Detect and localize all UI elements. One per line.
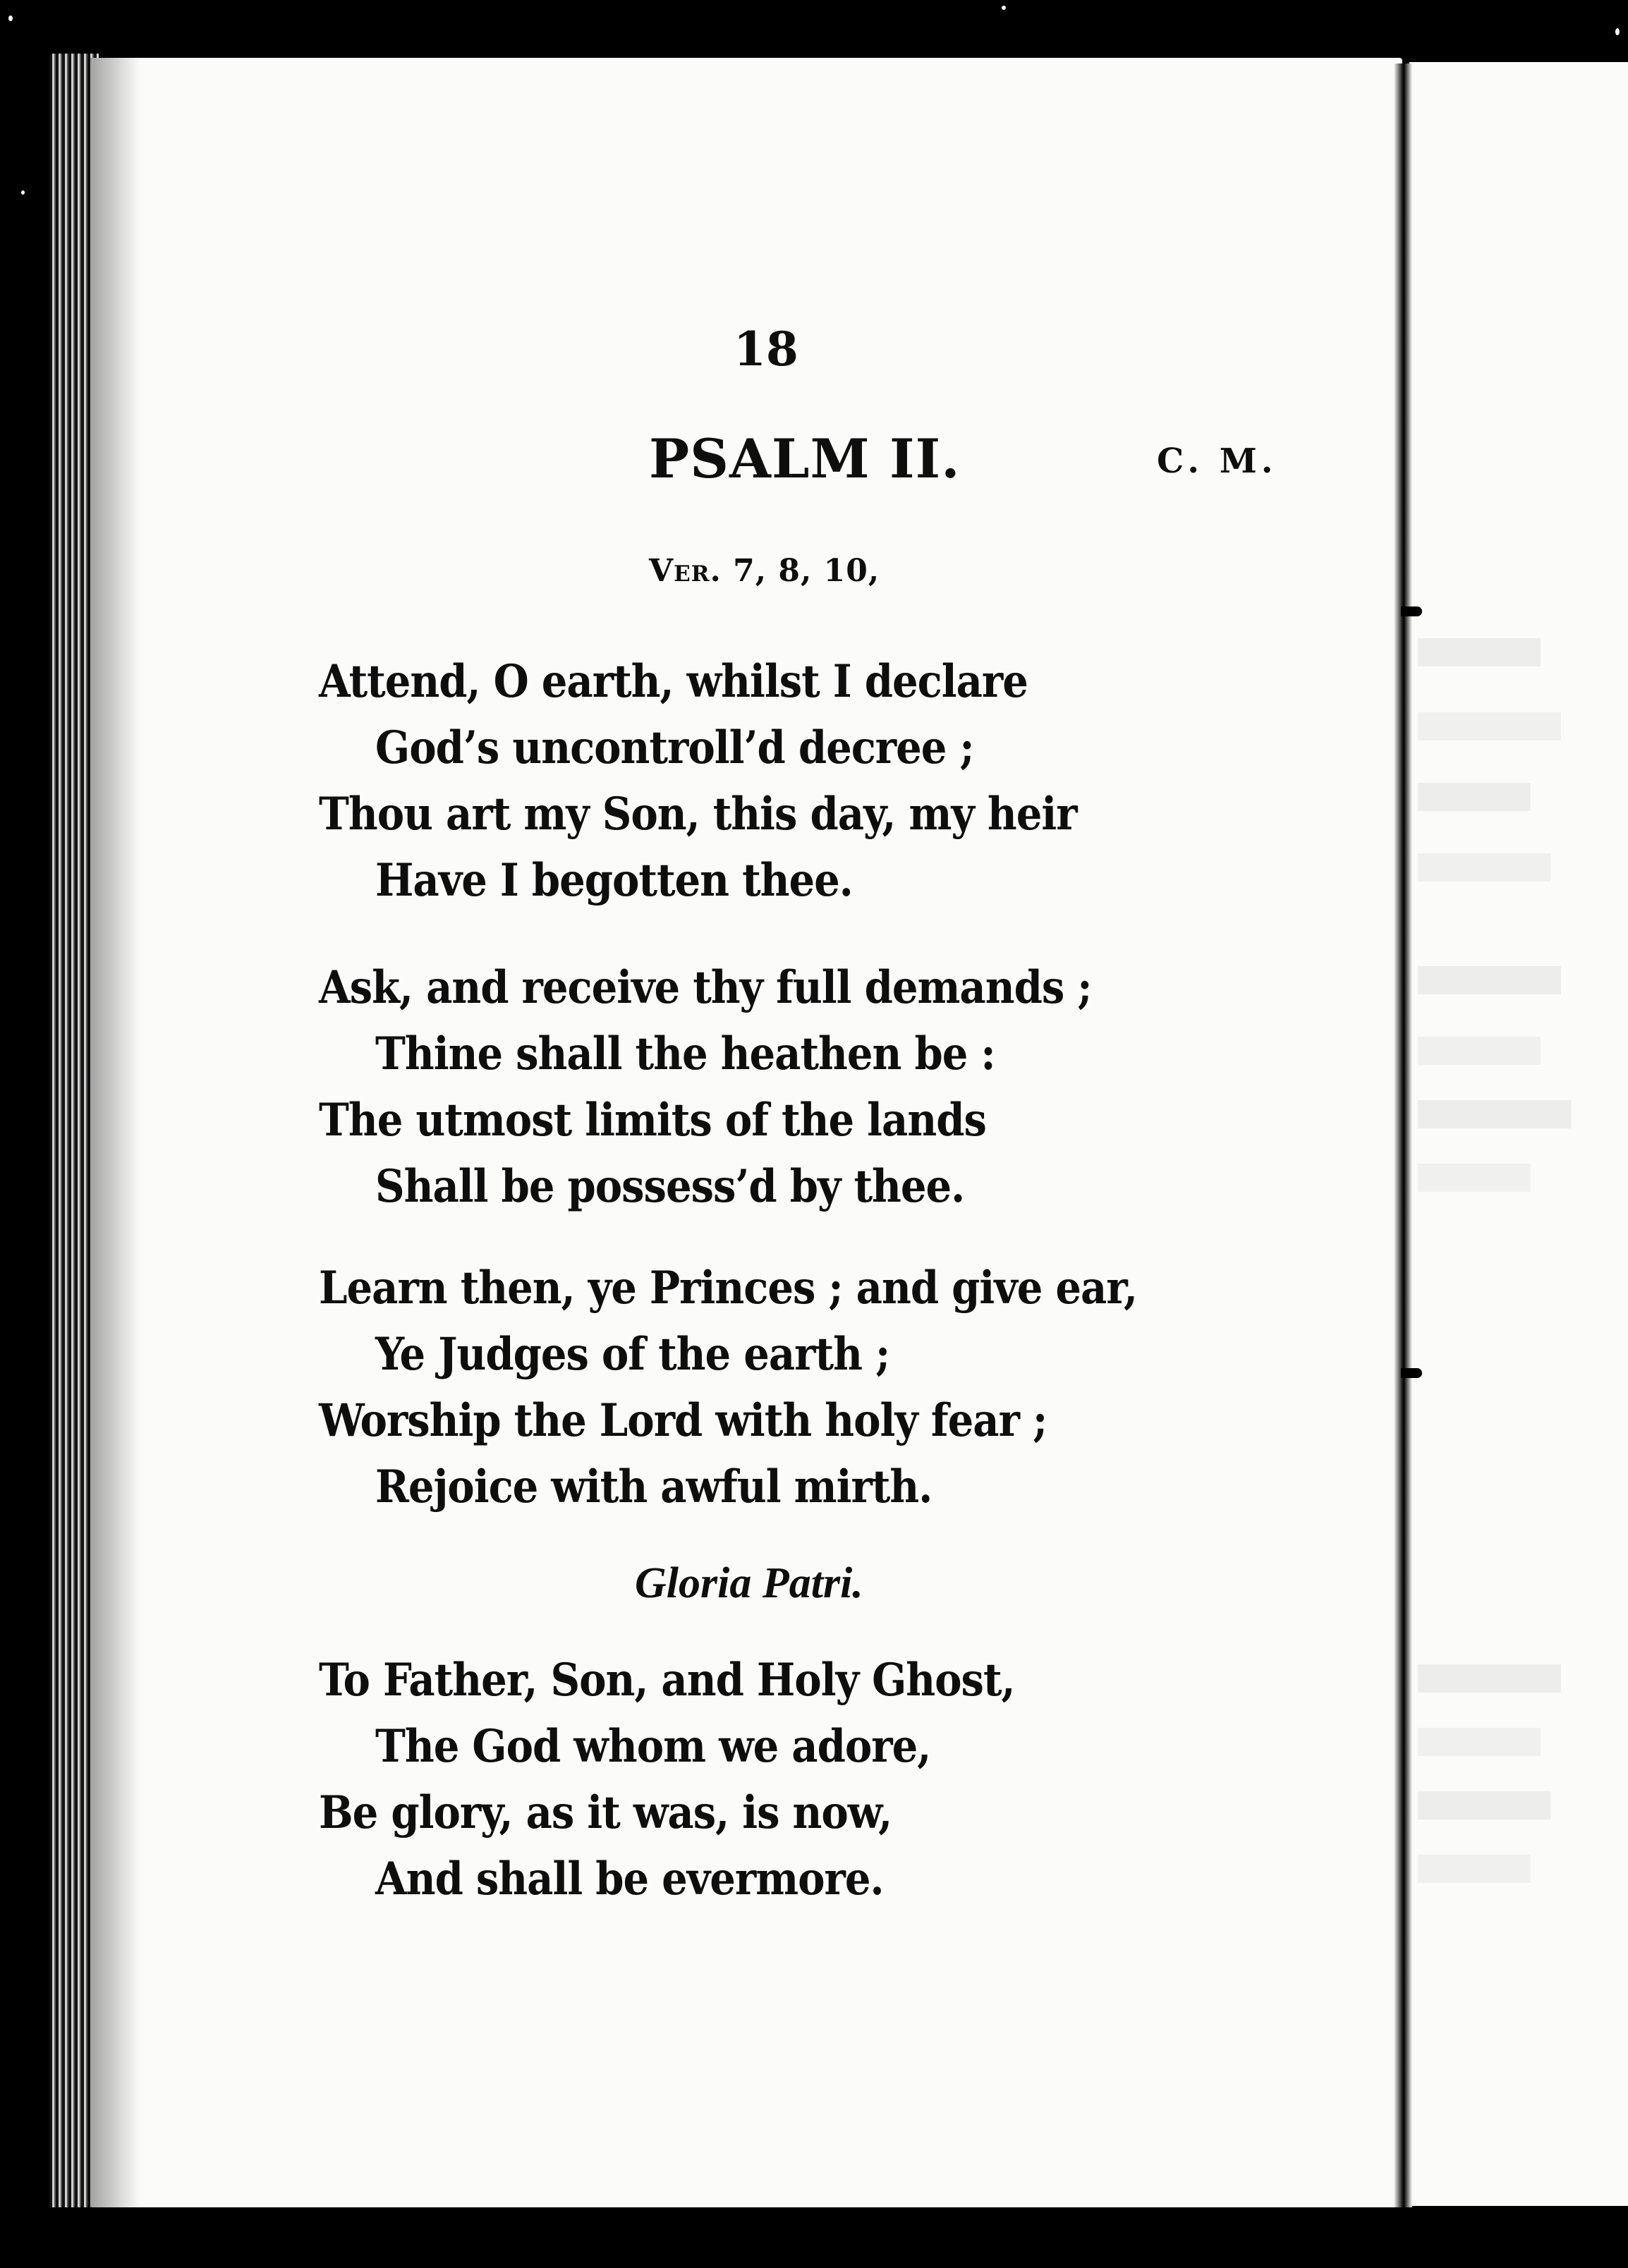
verse-line: Have I begotten thee. xyxy=(375,854,853,907)
show-through-text xyxy=(1418,1855,1622,1883)
binding-notch xyxy=(1401,1368,1422,1378)
verse-line: Ask, and receive thy full demands ; xyxy=(319,961,1092,1014)
binding-notch xyxy=(1401,606,1422,616)
verse-line: God’s uncontroll’d decree ; xyxy=(375,721,974,774)
dust-speck xyxy=(1002,6,1006,10)
stanza xyxy=(319,649,1077,914)
show-through-text xyxy=(1418,1164,1622,1192)
verse-line: Be glory, as it was, is now, xyxy=(319,1786,892,1839)
doxology-heading: Gloria Patri. xyxy=(635,1559,863,1607)
show-through-text xyxy=(1418,1037,1622,1065)
show-through-text xyxy=(1418,1791,1622,1819)
verse-line: Learn then, ye Princes ; and give ear, xyxy=(319,1262,1138,1315)
dust-speck xyxy=(1615,28,1620,35)
show-through-text xyxy=(1418,1664,1622,1693)
stanza xyxy=(319,955,1092,1220)
verse-line: Shall be possess’d by thee. xyxy=(375,1160,965,1213)
book-gutter xyxy=(1394,63,1412,2207)
verse-line: Thou art my Son, this day, my heir xyxy=(319,788,1077,841)
facing-page xyxy=(1409,62,1628,2206)
verse-line: Ye Judges of the earth ; xyxy=(375,1328,890,1381)
show-through-text xyxy=(1418,712,1622,740)
verse-line: Rejoice with awful mirth. xyxy=(375,1461,933,1513)
verse-reference: Ver. 7, 8, 10, xyxy=(649,553,880,589)
doxology-stanza xyxy=(319,1647,1015,1913)
show-through-text xyxy=(1418,1728,1622,1756)
show-through-text xyxy=(1418,638,1622,666)
show-through-text xyxy=(1418,783,1622,811)
dust-speck xyxy=(21,190,25,195)
page-number: 18 xyxy=(734,322,798,377)
show-through-text xyxy=(1418,853,1622,882)
scan-bottom-border xyxy=(0,2207,1628,2268)
show-through-text xyxy=(1418,966,1622,994)
page-title: PSALM II. xyxy=(649,427,961,490)
page-shadow xyxy=(90,58,140,2207)
verse-line: And shall be evermore. xyxy=(375,1853,884,1906)
show-through-text xyxy=(1418,1100,1622,1128)
verse-line: The God whom we adore, xyxy=(375,1720,931,1773)
stanza xyxy=(319,1255,1137,1520)
dust-speck xyxy=(8,16,13,21)
verse-line: To Father, Son, and Holy Ghost, xyxy=(319,1654,1015,1707)
verse-line: Attend, O earth, whilst I declare xyxy=(319,655,1028,708)
verse-line: The utmost limits of the lands xyxy=(319,1094,986,1147)
verse-line: Worship the Lord with holy fear ; xyxy=(319,1394,1047,1447)
verse-line: Thine shall the heathen be : xyxy=(375,1028,995,1080)
meter-label: C. M. xyxy=(1157,441,1277,481)
